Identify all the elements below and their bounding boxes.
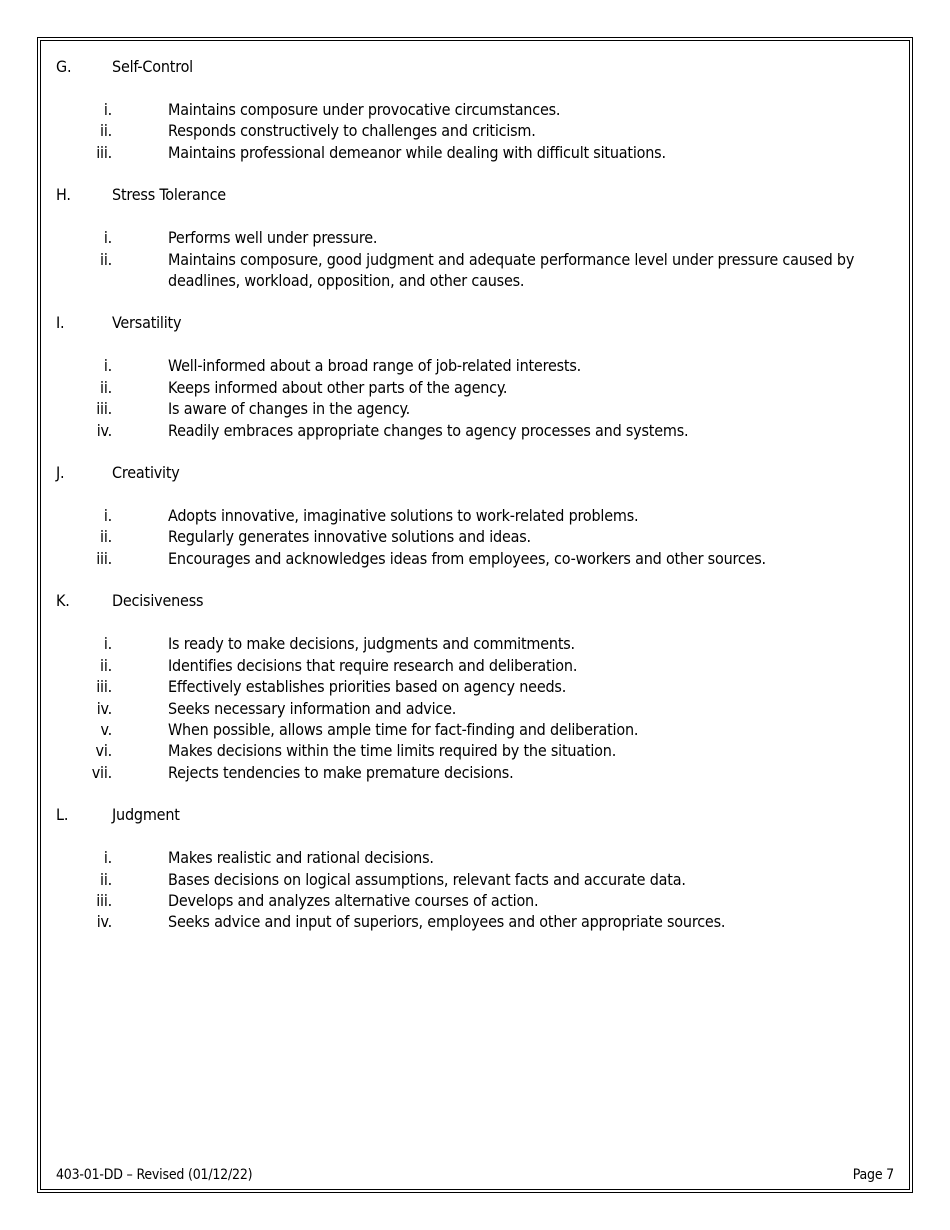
list-item <box>56 377 896 398</box>
section-heading <box>56 184 896 205</box>
section-stress-tolerance <box>56 184 896 291</box>
section-heading <box>56 590 896 611</box>
item-text: Responds constructively to challenges and criticism. <box>168 121 536 141</box>
item-list <box>56 505 896 569</box>
item-text: Develops and analyzes alternative courses of action. <box>168 890 539 910</box>
item-text: Seeks advice and input of superiors, employees and other appropriate sources. <box>168 912 726 932</box>
item-list <box>56 847 896 933</box>
list-item <box>56 142 896 163</box>
item-text: Identifies decisions that require research and deliberation. <box>168 655 578 675</box>
list-item <box>56 398 896 419</box>
item-number: i. <box>103 228 112 248</box>
section-letter: L. <box>56 805 69 825</box>
section-self-control <box>56 56 896 163</box>
item-number: i. <box>103 634 112 654</box>
item-list <box>56 227 896 291</box>
list-item <box>56 548 896 569</box>
item-number: iii. <box>96 399 112 419</box>
item-text: Well-informed about a broad range of job-related interests. <box>168 356 582 376</box>
section-heading <box>56 462 896 483</box>
item-number: iv. <box>96 420 112 440</box>
item-text: When possible, allows ample time for fact-finding and deliberation. <box>168 719 639 739</box>
item-text: Is aware of changes in the agency. <box>168 399 410 419</box>
list-item <box>56 249 896 292</box>
item-text: Seeks necessary information and advice. <box>168 698 457 718</box>
item-number: iv. <box>96 912 112 932</box>
list-item <box>56 847 896 868</box>
item-number: i. <box>103 506 112 526</box>
item-text: Adopts innovative, imaginative solutions to work-related problems. <box>168 506 639 526</box>
list-item <box>56 355 896 376</box>
item-number: ii. <box>100 377 112 397</box>
list-item <box>56 911 896 932</box>
list-item <box>56 740 896 761</box>
section-heading <box>56 56 896 77</box>
section-title: Creativity <box>112 463 180 483</box>
item-number: ii. <box>100 249 112 269</box>
item-number: iv. <box>96 698 112 718</box>
list-item <box>56 420 896 441</box>
list-item <box>56 633 896 654</box>
list-item <box>56 120 896 141</box>
section-title: Judgment <box>112 805 180 825</box>
item-list <box>56 99 896 163</box>
item-number: iii. <box>96 677 112 697</box>
section-title: Self-Control <box>112 57 193 76</box>
item-text: Encourages and acknowledges ideas from employees, co-workers and other sources. <box>168 548 766 568</box>
item-number: vi. <box>95 741 112 761</box>
item-text: Maintains composure under provocative circumstances. <box>168 100 561 119</box>
list-item <box>56 762 896 783</box>
item-text: Bases decisions on logical assumptions, relevant facts and accurate data. <box>168 869 686 889</box>
item-text: Makes realistic and rational decisions. <box>168 848 434 868</box>
item-text: Maintains professional demeanor while dealing with difficult situations. <box>168 142 666 162</box>
page-number: Page 7 <box>852 1167 894 1183</box>
item-number: v. <box>100 719 112 739</box>
section-versatility <box>56 312 896 441</box>
item-text: Effectively establishes priorities based on agency needs. <box>168 677 567 697</box>
item-text: Regularly generates innovative solutions and ideas. <box>168 527 531 547</box>
list-item <box>56 719 896 740</box>
section-letter: G. <box>56 57 72 76</box>
item-text: Rejects tendencies to make premature decisions. <box>168 762 514 782</box>
section-title: Versatility <box>112 313 182 333</box>
list-item <box>56 869 896 890</box>
section-letter: K. <box>56 591 70 611</box>
list-item <box>56 227 896 248</box>
list-item <box>56 890 896 911</box>
document-body <box>56 56 896 954</box>
item-number: iii. <box>96 548 112 568</box>
section-judgment <box>56 804 896 933</box>
item-number: ii. <box>100 655 112 675</box>
item-text: Makes decisions within the time limits required by the situation. <box>168 741 617 761</box>
item-number: vii. <box>91 762 112 782</box>
list-item <box>56 655 896 676</box>
item-list <box>56 355 896 441</box>
item-text: Keeps informed about other parts of the agency. <box>168 377 508 397</box>
section-heading <box>56 312 896 333</box>
item-number: i. <box>103 100 112 119</box>
section-heading <box>56 804 896 825</box>
section-letter: J. <box>56 463 65 483</box>
item-text: Readily embraces appropriate changes to agency processes and systems. <box>168 420 689 440</box>
list-item <box>56 676 896 697</box>
item-number: iii. <box>96 890 112 910</box>
item-number: ii. <box>100 527 112 547</box>
item-text: Is ready to make decisions, judgments and commitments. <box>168 634 575 654</box>
item-list <box>56 633 896 783</box>
item-number: i. <box>103 356 112 376</box>
list-item <box>56 698 896 719</box>
section-letter: I. <box>56 313 65 333</box>
list-item <box>56 99 896 120</box>
section-title: Stress Tolerance <box>112 185 226 205</box>
section-letter: H. <box>56 185 71 205</box>
list-item <box>56 505 896 526</box>
item-text: Performs well under pressure. <box>168 228 378 248</box>
form-revision-footer: 403-01-DD – Revised (01/12/22) <box>56 1167 253 1183</box>
item-number: i. <box>103 848 112 868</box>
section-title: Decisiveness <box>112 591 204 611</box>
item-text: Maintains composure, good judgment and adequate performance level under pressure caused by deadlines, workload, opposition, and other causes. <box>168 249 855 291</box>
item-number: ii. <box>100 121 112 141</box>
item-number: ii. <box>100 869 112 889</box>
list-item <box>56 526 896 547</box>
section-decisiveness <box>56 590 896 783</box>
item-number: iii. <box>96 142 112 162</box>
section-creativity <box>56 462 896 569</box>
